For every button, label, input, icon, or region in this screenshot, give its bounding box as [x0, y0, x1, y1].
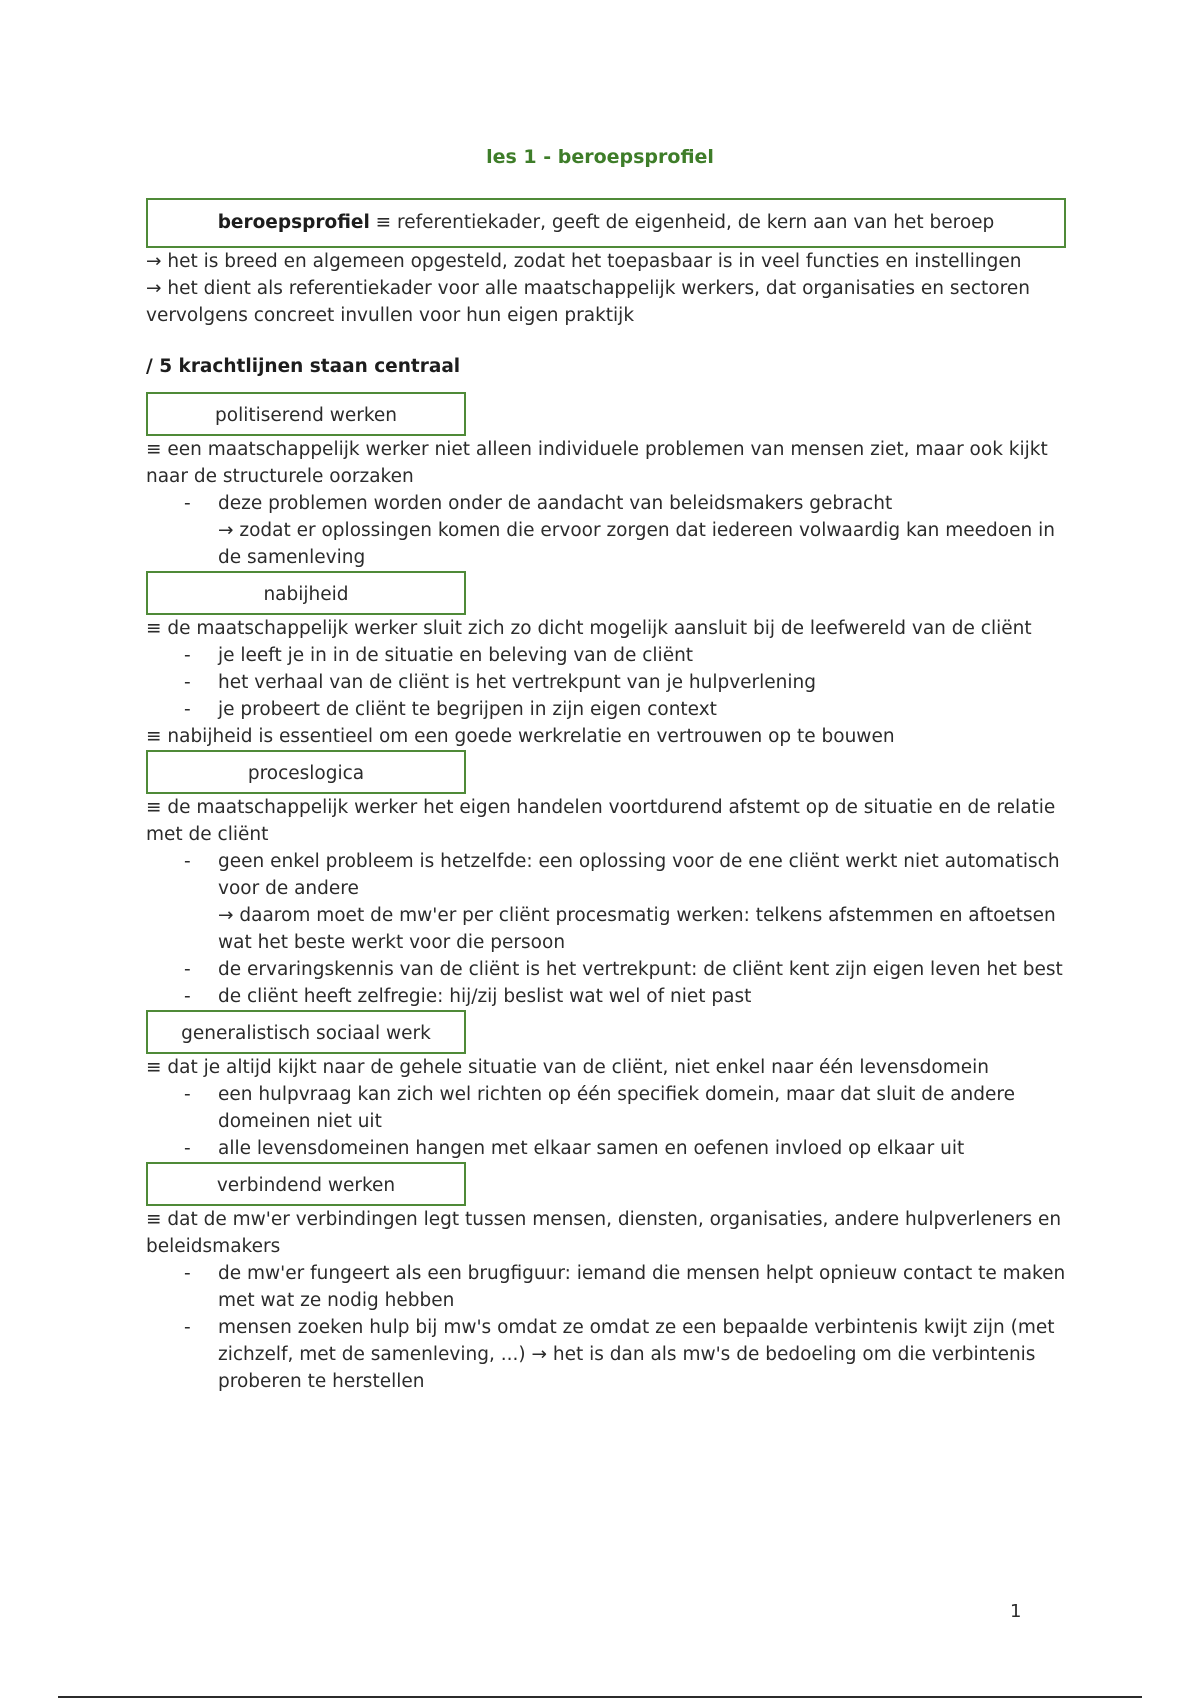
list-item: - geen enkel probleem is hetzelfde: een oplossing voor de ene cliënt werkt niet automatisch voor de andere: [146, 848, 1066, 902]
section-heading-box: nabijheid: [146, 571, 466, 615]
list-item: - het verhaal van de cliënt is het vertrekpunt van je hulpverlening: [146, 669, 1066, 696]
section-definition: ≡ dat je altijd kijkt naar de gehele situatie van de cliënt, niet enkel naar één levensdomein: [146, 1057, 989, 1078]
list-item: → daarom moet de mw'er per cliënt procesmatig werken: telkens afstemmen en aftoetsen wat het beste werkt voor die persoon: [218, 905, 1056, 953]
bullet-list: [146, 1081, 1066, 1162]
section-heading-box: proceslogica: [146, 750, 466, 794]
section-heading-box: verbindend werken: [146, 1162, 466, 1206]
definition-text: ≡ referentiekader, geeft de eigenheid, de kern aan van het beroep: [369, 212, 995, 233]
section: [146, 1010, 1066, 1162]
section-heading: / 5 krachtlijnen staan centraal: [146, 356, 461, 377]
definition-box: [146, 198, 1066, 248]
bullet-list: [146, 1260, 1066, 1395]
list-item: - je leeft je in in de situatie en beleving van de cliënt: [146, 642, 1066, 669]
intro-line: → het dient als referentiekader voor alle maatschappelijk werkers, dat organisaties en sectoren vervolgens concreet invullen voor hun eigen praktijk: [146, 278, 1030, 326]
list-item: - de cliënt heeft zelfregie: hij/zij beslist wat wel of niet past: [146, 983, 1066, 1010]
section: [146, 571, 1066, 750]
list-item: - alle levensdomeinen hangen met elkaar samen en oefenen invloed op elkaar uit: [146, 1135, 1066, 1162]
document-body: [146, 198, 1066, 1395]
list-item: - een hulpvraag kan zich wel richten op één specifiek domein, maar dat sluit de andere domeinen niet uit: [146, 1081, 1066, 1135]
page-title: les 1 - beroepsprofiel: [486, 146, 714, 168]
page-number: 1: [1010, 1601, 1022, 1622]
list-item: - je probeert de cliënt te begrijpen in zijn eigen context: [146, 696, 1066, 723]
bullet-list: [146, 642, 1066, 723]
list-item: - de mw'er fungeert als een brugfiguur: iemand die mensen helpt opnieuw contact te maken met wat ze nodig hebben: [146, 1260, 1066, 1314]
bullet-list: [146, 490, 1066, 571]
section-definition: ≡ de maatschappelijk werker sluit zich zo dicht mogelijk aansluit bij de leefwereld van de cliënt: [146, 618, 1032, 639]
section-definition: ≡ de maatschappelijk werker het eigen handelen voortdurend afstemt op de situatie en de relatie met de cliënt: [146, 797, 1056, 845]
intro-line: → het is breed en algemeen opgesteld, zodat het toepasbaar is in veel functies en instellingen: [146, 251, 1022, 272]
list-item: - deze problemen worden onder de aandacht van beleidsmakers gebracht: [146, 490, 1066, 517]
section: [146, 1162, 1066, 1395]
section-note: ≡ nabijheid is essentieel om een goede werkrelatie en vertrouwen op te bouwen: [146, 726, 895, 747]
list-item: → zodat er oplossingen komen die ervoor zorgen dat iedereen volwaardig kan meedoen in de samenleving: [218, 520, 1055, 568]
section: [146, 750, 1066, 1010]
list-item: - de ervaringskennis van de cliënt is het vertrekpunt: de cliënt kent zijn eigen leven het best: [146, 956, 1066, 983]
section-definition: ≡ dat de mw'er verbindingen legt tussen mensen, diensten, organisaties, andere hulpverleners en beleidsmakers: [146, 1209, 1062, 1257]
list-item: - mensen zoeken hulp bij mw's omdat ze omdat ze een bepaalde verbintenis kwijt zijn (met zichzelf, met de samenleving, ...) → het is dan als mw's de bedoeling om die verbintenis proberen te herstellen: [146, 1314, 1066, 1395]
section-heading-box: politiserend werken: [146, 392, 466, 436]
footer-rule: [58, 1696, 1142, 1698]
section-definition: ≡ een maatschappelijk werker niet alleen individuele problemen van mensen ziet, maar ook kijkt naar de structurele oorzaken: [146, 439, 1048, 487]
bullet-list: [146, 848, 1066, 1010]
section-heading-box: generalistisch sociaal werk: [146, 1010, 466, 1054]
definition-term: beroepsprofiel: [217, 212, 370, 233]
section: [146, 392, 1066, 571]
